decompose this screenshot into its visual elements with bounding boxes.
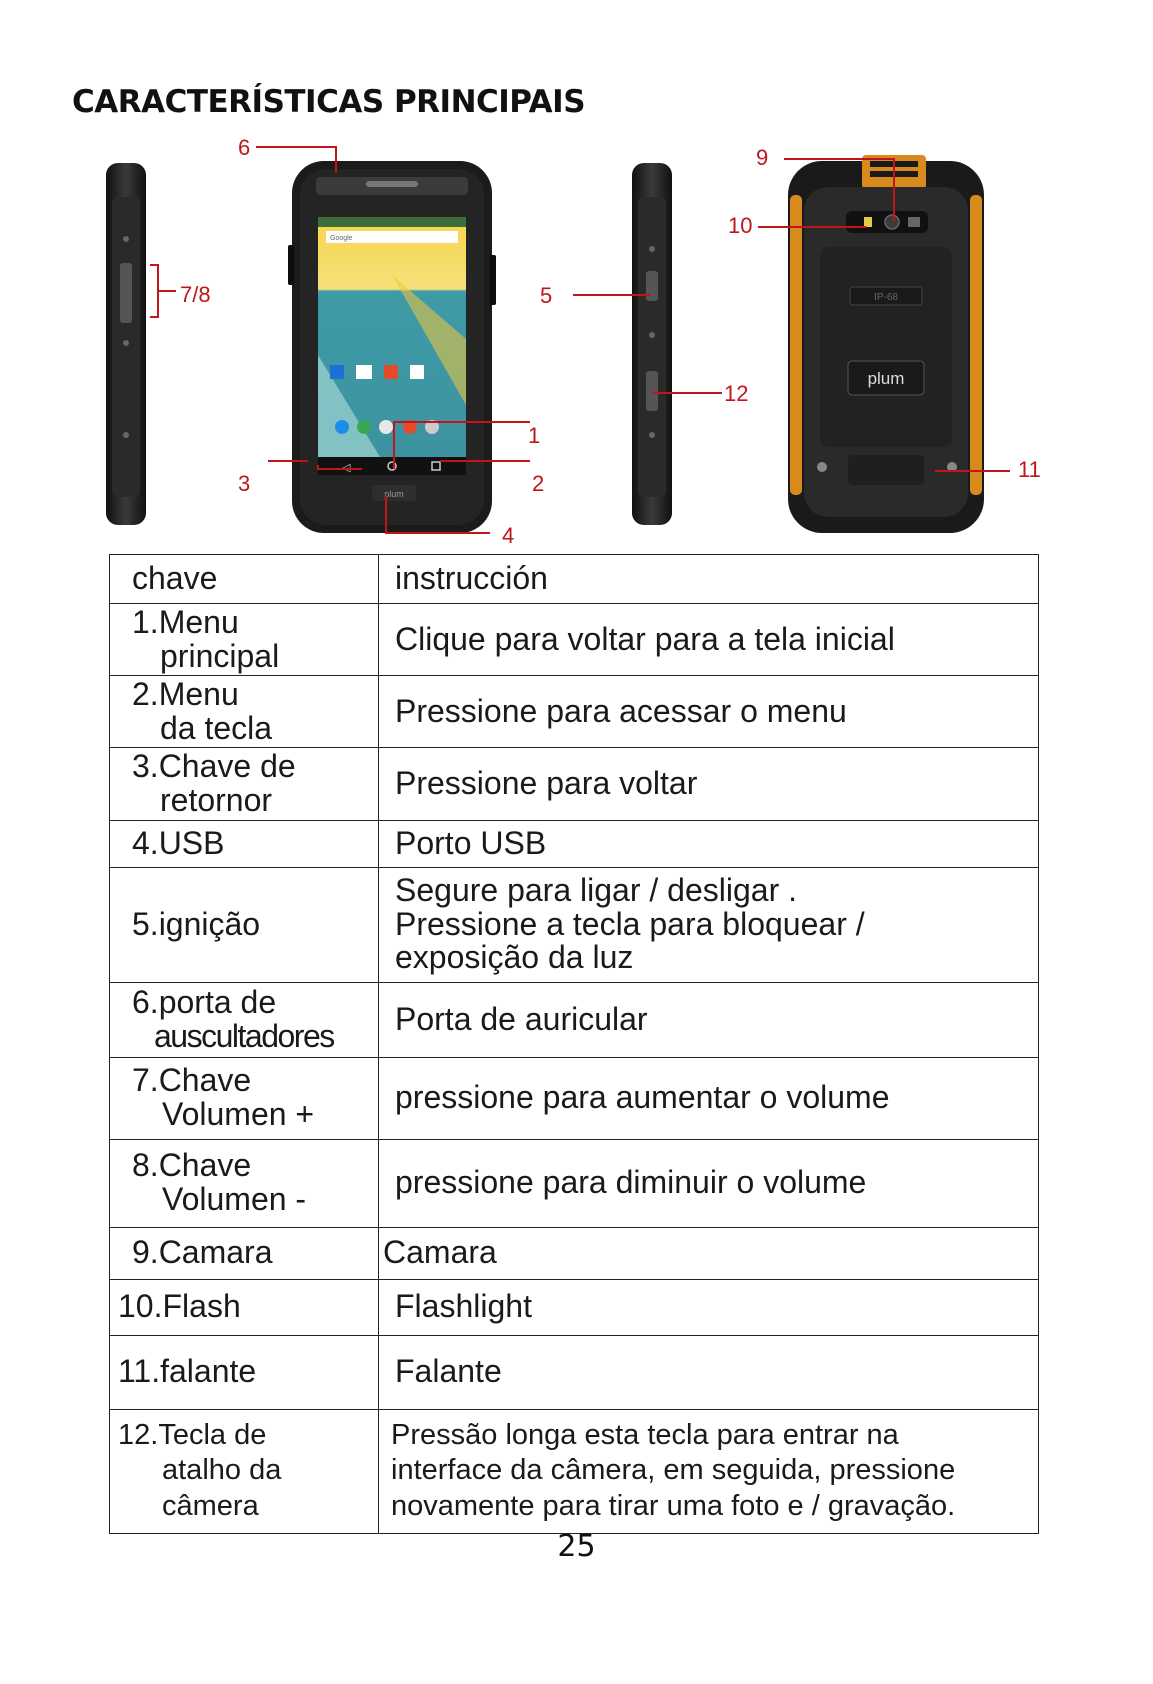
table-row xyxy=(110,1409,1039,1533)
table-row xyxy=(110,1057,1039,1139)
keys-table xyxy=(109,554,1039,1534)
search-label: Google xyxy=(330,235,353,242)
page-number: 25 xyxy=(557,1529,596,1564)
phone-side-right xyxy=(632,163,672,525)
back-brand: plum xyxy=(867,369,905,388)
callout-1: 1 xyxy=(528,423,541,448)
table-row xyxy=(110,748,1039,820)
value-cell: Pressão longa esta tecla para entrar na interface da câmera, em seguida, pressione novamente para tirar uma foto e / gravação. xyxy=(379,1409,1039,1533)
phone-side-left xyxy=(106,163,176,525)
callout-11: 11 xyxy=(1018,457,1041,482)
table-row xyxy=(110,1279,1039,1335)
phone-front xyxy=(288,161,496,533)
key-cell: 7.Chave Volumen + xyxy=(110,1057,379,1139)
key-cell: 11.falante xyxy=(110,1335,379,1409)
key-cell: 10.Flash xyxy=(110,1279,379,1335)
table-row xyxy=(110,604,1039,676)
callout-12: 12 xyxy=(724,381,749,406)
key-cell: 9.Camara xyxy=(110,1227,379,1279)
value-cell: Clique para voltar para a tela inicial xyxy=(379,604,1039,676)
callout-7-8: 7/8 xyxy=(180,282,211,307)
table-header-row xyxy=(110,555,1039,604)
table-row xyxy=(110,820,1039,867)
key-cell: 4.USB xyxy=(110,820,379,867)
value-cell: Segure para ligar / desligar . Pressione a tecla para bloquear / exposição da luz xyxy=(379,867,1039,982)
callout-9: 9 xyxy=(756,145,769,170)
front-brand: plum xyxy=(384,489,404,499)
value-cell: Pressione para acessar o menu xyxy=(379,676,1039,748)
key-cell: 1.Menu principal xyxy=(110,604,379,676)
table-row xyxy=(110,867,1039,982)
key-cell: 12.Tecla de atalho da câmera xyxy=(110,1409,379,1533)
page-title: CARACTERÍSTICAS PRINCIPAIS xyxy=(72,84,586,120)
table-row xyxy=(110,1139,1039,1227)
svg-text:◁: ◁ xyxy=(342,461,351,474)
value-cell: Flashlight xyxy=(379,1279,1039,1335)
callout-2: 2 xyxy=(532,471,545,496)
callout-3: 3 xyxy=(238,471,251,496)
value-cell: Falante xyxy=(379,1335,1039,1409)
value-cell: pressione para diminuir o volume xyxy=(379,1139,1039,1227)
phone-illustration xyxy=(0,135,1153,555)
phone-figure xyxy=(0,135,1153,555)
key-cell: 8.Chave Volumen - xyxy=(110,1139,379,1227)
callout-6: 6 xyxy=(238,135,251,160)
table-row xyxy=(110,982,1039,1057)
table-row xyxy=(110,1227,1039,1279)
callout-10: 10 xyxy=(728,213,753,238)
callout-4: 4 xyxy=(502,523,515,548)
key-cell: 6.porta de auscultadores xyxy=(110,982,379,1057)
value-cell: Camara xyxy=(379,1227,1039,1279)
callout-5: 5 xyxy=(540,283,553,308)
value-cell: Porto USB xyxy=(379,820,1039,867)
ip-rating: IP-68 xyxy=(874,292,898,303)
key-cell: 5.ignição xyxy=(110,867,379,982)
table-row xyxy=(110,1335,1039,1409)
value-cell: Porta de auricular xyxy=(379,982,1039,1057)
phone-back xyxy=(788,155,984,533)
header-value: instrucción xyxy=(379,555,1039,604)
key-cell: 3.Chave de retornor xyxy=(110,748,379,820)
value-cell: Pressione para voltar xyxy=(379,748,1039,820)
value-cell: pressione para aumentar o volume xyxy=(379,1057,1039,1139)
table-row xyxy=(110,676,1039,748)
key-cell: 2.Menu da tecla xyxy=(110,676,379,748)
header-key: chave xyxy=(110,555,379,604)
